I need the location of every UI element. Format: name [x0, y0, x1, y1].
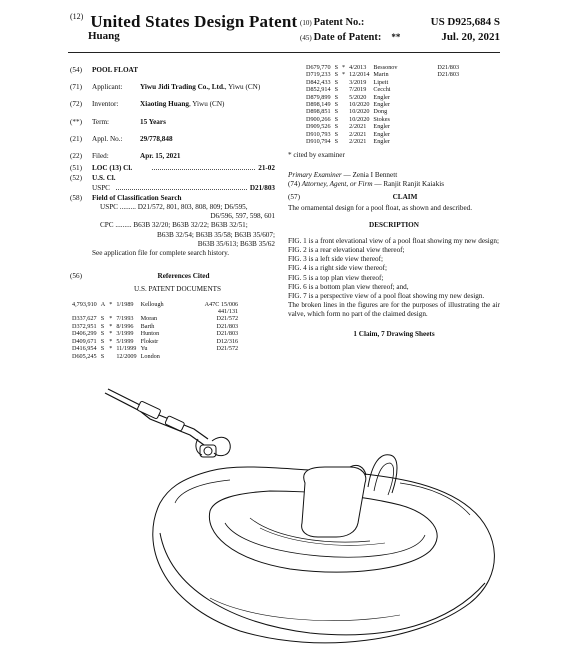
- ref-kind: S: [334, 78, 339, 86]
- ref-patent-number: D910,793: [306, 130, 331, 138]
- code-10: (10): [300, 19, 312, 27]
- reference-row: [304, 64, 461, 71]
- classification-search-label: Field of Classification Search: [92, 193, 182, 202]
- uspc-value: D21/803: [249, 183, 275, 192]
- figure-description: FIG. 7 is a perspective view of a pool float showing my new design.: [288, 291, 485, 300]
- ref-star: *: [342, 71, 346, 79]
- ref-kind: S: [100, 345, 105, 353]
- ref-class: 441/131: [217, 308, 239, 316]
- us-cl-label: U.S. Cl.: [92, 174, 116, 183]
- classification-line: CPC ......... B63B 32/20; B63B 32/22; B63B 32/51;: [100, 221, 248, 230]
- reference-row: [70, 323, 240, 330]
- reference-row: [304, 86, 461, 93]
- reference-row: [304, 131, 461, 138]
- date-label: Date of Patent:: [313, 32, 382, 43]
- ref-class: [435, 123, 461, 130]
- ref-class: D21/572: [216, 345, 239, 353]
- reference-row: [70, 308, 240, 315]
- ref-patent-number: D372,951: [72, 322, 97, 330]
- ref-inventor: Yu: [140, 345, 148, 353]
- ref-class: [435, 94, 461, 101]
- examiner-label: Primary Examiner: [288, 170, 342, 179]
- inventor-location: , Yiwu (CN): [188, 100, 225, 109]
- ref-date: 5/2020: [349, 93, 367, 101]
- reference-row: [70, 338, 240, 345]
- reference-row: [304, 79, 461, 86]
- ref-date: 12/2009: [116, 352, 137, 360]
- reference-row: [70, 353, 240, 360]
- figure-description: FIG. 4 is a right side view thereof;: [288, 264, 388, 273]
- ref-patent-number: D406,299: [72, 330, 97, 338]
- term-value: 15 Years: [140, 117, 166, 126]
- ref-kind: S: [334, 101, 339, 109]
- ref-class: D12/316: [216, 337, 239, 345]
- inventor-label: Inventor:: [92, 100, 119, 109]
- ref-date: 10/2020: [349, 101, 370, 109]
- field-56-num: (56): [70, 272, 82, 281]
- field-52-num: (52): [70, 174, 82, 183]
- ref-date: 2/2021: [349, 138, 367, 146]
- ref-class: D21/803: [216, 330, 239, 338]
- ref-kind: S: [100, 352, 105, 360]
- handle-loop: [368, 455, 397, 493]
- figure-description: FIG. 3 is a left side view thereof;: [288, 255, 384, 264]
- field-58-num: (58): [70, 193, 82, 202]
- ref-patent-number: D719,233: [306, 71, 331, 79]
- us-patent-documents-title: U.S. PATENT DOCUMENTS: [133, 285, 222, 294]
- ref-kind: S: [334, 108, 339, 116]
- inventor-surname: Huang: [88, 30, 120, 42]
- ref-star: [340, 131, 347, 138]
- filed-value: Apr. 15, 2021: [140, 152, 181, 161]
- ref-kind: S: [334, 123, 339, 131]
- ref-star: *: [109, 330, 113, 338]
- ref-class: [435, 138, 461, 145]
- ref-star: [340, 108, 347, 115]
- ref-class: D21/803: [437, 64, 460, 71]
- classification-line: D6/596, 597, 598, 601: [210, 212, 275, 221]
- ref-patent-number: [70, 308, 99, 315]
- ref-inventor: [139, 308, 203, 315]
- loc-value: 21-02: [258, 164, 275, 173]
- ref-kind: S: [334, 138, 339, 146]
- description-title: DESCRIPTION: [369, 221, 419, 230]
- ref-date: 3/2019: [349, 78, 367, 86]
- examiner-name: — Zenia I Bennett: [341, 170, 398, 179]
- classification-lines: [92, 203, 275, 258]
- ref-patent-number: D409,671: [72, 337, 97, 345]
- field-74-num: (74): [288, 179, 300, 188]
- patent-number: US D925,684 S: [430, 16, 500, 28]
- ref-star: [340, 86, 347, 93]
- ref-patent-number: D852,914: [306, 86, 331, 94]
- classification-line: B63B 32/54; B63B 35/58; B63B 35/607;: [156, 230, 275, 239]
- uspc-label: USPC: [92, 183, 110, 192]
- pool-float-drawing: [100, 383, 510, 653]
- right-references-table: [304, 64, 461, 145]
- code-45: (45): [300, 34, 312, 42]
- ref-star: *: [109, 300, 113, 308]
- ref-inventor: Engler: [373, 138, 390, 146]
- ref-star: [107, 308, 114, 315]
- reference-row: [70, 315, 240, 322]
- reference-row: [304, 138, 461, 145]
- classification-line: B63B 35/613; B63B 35/62: [197, 239, 275, 248]
- applicant-name: Yiwu Jidi Trading Co., Ltd.: [140, 83, 225, 92]
- ref-kind: S: [100, 330, 105, 338]
- ref-star: [107, 353, 114, 360]
- ref-kind: S: [334, 93, 339, 101]
- patent-no-label: Patent No.:: [313, 17, 365, 28]
- ref-patent-number: D337,627: [72, 315, 97, 323]
- ref-patent-number: D909,526: [306, 123, 331, 131]
- ref-date: 10/2020: [349, 115, 370, 123]
- ref-inventor: London: [140, 352, 160, 360]
- patent-header-right: [300, 16, 500, 46]
- reference-row: [70, 301, 240, 308]
- ref-date: 1/1989: [116, 300, 134, 308]
- backrest: [302, 467, 366, 537]
- ref-kind: S: [334, 115, 339, 123]
- ref-date: 10/2020: [349, 108, 370, 116]
- field-72-num: (72): [70, 100, 82, 109]
- references-cited-label: References Cited: [157, 272, 210, 281]
- ref-patent-number: D679,770: [306, 64, 331, 71]
- left-references-table: [70, 301, 240, 360]
- ref-class: [435, 86, 461, 93]
- ref-star: *: [109, 345, 113, 353]
- pump-connector: [137, 401, 161, 419]
- ref-class: A47C 15/006: [204, 300, 239, 308]
- ref-patent-number: D910,794: [306, 138, 331, 146]
- ref-kind: S: [334, 71, 339, 79]
- ref-patent-number: D898,851: [306, 108, 331, 116]
- ref-patent-number: 4,793,910: [72, 300, 97, 308]
- attorney-name: — Ranjit Ranjit Kaiakis: [372, 179, 444, 188]
- ref-class: [435, 131, 461, 138]
- ref-kind: S: [100, 322, 105, 330]
- classification-line: See application file for complete search history.: [92, 249, 230, 258]
- ref-patent-number: D416,954: [72, 345, 97, 353]
- figure-list: [288, 237, 500, 320]
- ref-date: 4/2013: [349, 64, 367, 71]
- ref-kind: S: [334, 86, 339, 94]
- ref-patent-number: D879,899: [306, 93, 331, 101]
- date-stars: **: [391, 32, 401, 42]
- left-column: [70, 66, 275, 360]
- field-51-num: (51): [70, 164, 82, 173]
- field-57-num: (57): [288, 193, 300, 202]
- ref-date: 7/1993: [116, 315, 134, 323]
- ref-inventor: Kellough: [140, 300, 164, 308]
- broken-lines-note: The broken lines in the figures are for the purposes of illustrating the air valve, which form no part of the claimed design.: [288, 301, 500, 319]
- applicant-location: , Yiwu (CN): [224, 83, 261, 92]
- ring-contour: [210, 598, 400, 621]
- design-title: POOL FLOAT: [92, 66, 138, 74]
- applicant-label: Applicant:: [92, 83, 123, 92]
- ref-class: [435, 116, 461, 123]
- ref-date: 3/1999: [116, 330, 134, 338]
- ref-class: D21/572: [216, 315, 239, 323]
- ref-inventor: Flokstr: [140, 337, 159, 345]
- ref-class: D21/803: [216, 322, 239, 330]
- ref-class: [435, 101, 461, 108]
- ref-inventor: Dong: [373, 108, 388, 116]
- ref-inventor: Bessonov: [373, 64, 398, 71]
- handle-loop: [374, 463, 394, 495]
- ref-inventor: Marin: [373, 71, 389, 79]
- ref-star: [340, 123, 347, 130]
- ref-inventor: Barth: [140, 322, 155, 330]
- field-54-num: (54): [70, 66, 82, 74]
- reference-row: [304, 116, 461, 123]
- ref-inventor: Engler: [373, 93, 390, 101]
- reference-row: [304, 101, 461, 108]
- ref-inventor: Engler: [373, 123, 390, 131]
- ref-inventor: Engler: [373, 130, 390, 138]
- ref-date: 7/2019: [349, 86, 367, 94]
- ref-kind: [99, 308, 107, 315]
- figure-description: FIG. 2 is a rear elevational view thereof;: [288, 245, 405, 254]
- term-label: Term:: [92, 117, 110, 126]
- claim-title: CLAIM: [392, 193, 418, 202]
- ref-class: D21/803: [437, 71, 460, 79]
- ref-star: *: [109, 322, 113, 330]
- ref-star: [340, 101, 347, 108]
- ref-kind: S: [100, 337, 105, 345]
- patent-type-title: United States Design Patent: [90, 12, 298, 31]
- patent-date: Jul. 20, 2021: [441, 31, 500, 43]
- patent-header-left: [70, 12, 297, 42]
- ref-kind: S: [100, 315, 105, 323]
- ref-patent-number: D842,433: [306, 78, 331, 86]
- ref-date: 8/1996: [116, 322, 134, 330]
- ref-star: [340, 138, 347, 145]
- reference-row: [304, 123, 461, 130]
- pump-hose: [105, 393, 204, 445]
- ref-date: 2/2021: [349, 130, 367, 138]
- ref-date: 11/1999: [116, 345, 137, 353]
- loc-label: LOC (13) Cl.: [92, 164, 133, 173]
- ref-star: *: [342, 64, 346, 71]
- ref-date: [114, 308, 138, 315]
- ref-star: [340, 94, 347, 101]
- ref-inventor: Moran: [140, 315, 158, 323]
- reference-row: [70, 345, 240, 352]
- ref-class: [435, 108, 461, 115]
- code-12: (12): [70, 12, 84, 21]
- figure-description: FIG. 6 is a bottom plan view thereof; and,: [288, 282, 409, 291]
- ref-star: *: [109, 315, 113, 323]
- claims-sheets-summary: 1 Claim, 7 Drawing Sheets: [353, 329, 435, 338]
- reference-row: [304, 94, 461, 101]
- ref-star: [340, 79, 347, 86]
- claim-text: The ornamental design for a pool float, as shown and described.: [288, 204, 473, 213]
- ref-class: [435, 79, 461, 86]
- ref-kind: S: [334, 64, 339, 71]
- reference-row: [304, 71, 461, 78]
- field-term-num: (**): [70, 117, 82, 126]
- cited-by-examiner: * cited by examiner: [288, 151, 345, 160]
- ref-inventor: Stokes: [373, 115, 390, 123]
- filed-label: Filed:: [92, 152, 109, 161]
- ref-date: 2/2021: [349, 123, 367, 131]
- field-22-num: (22): [70, 152, 82, 161]
- ref-date: 5/1999: [116, 337, 134, 345]
- reference-row: [304, 108, 461, 115]
- ref-star: *: [109, 337, 113, 345]
- ref-patent-number: D898,149: [306, 101, 331, 109]
- figure-description: FIG. 5 is a top plan view thereof;: [288, 273, 384, 282]
- field-71-num: (71): [70, 83, 82, 92]
- ref-inventor: Engler: [373, 101, 390, 109]
- ref-star: [340, 116, 347, 123]
- ref-kind: A: [100, 300, 106, 308]
- ref-patent-number: D605,245: [72, 352, 97, 360]
- inventor-name: Xiaoting Huang: [140, 100, 189, 109]
- ring-contour: [400, 483, 470, 515]
- appl-no-label: Appl. No.:: [92, 134, 123, 143]
- ref-class: [203, 353, 241, 360]
- field-21-num: (21): [70, 134, 82, 143]
- attorney-label: Attorney, Agent, or Firm: [301, 179, 373, 188]
- appl-no-value: 29/778,848: [140, 134, 173, 143]
- ring-bottom-edge: [160, 533, 485, 635]
- ref-inventor: Hunton: [140, 330, 160, 338]
- ref-date: 12/2014: [349, 71, 370, 79]
- ref-inventor: Cecchi: [373, 86, 391, 94]
- figure-description: FIG. 1 is a front elevational view of a pool float showing my new design;: [288, 236, 499, 245]
- ref-kind: S: [334, 130, 339, 138]
- classification-line: USPC ......... D21/572, 801, 803, 808, 809; D6/595,: [100, 203, 248, 212]
- ref-patent-number: D900,266: [306, 115, 331, 123]
- header-divider: [68, 52, 500, 53]
- ref-inventor: Lipeit: [373, 78, 389, 86]
- reference-row: [70, 330, 240, 337]
- right-column: [288, 64, 500, 339]
